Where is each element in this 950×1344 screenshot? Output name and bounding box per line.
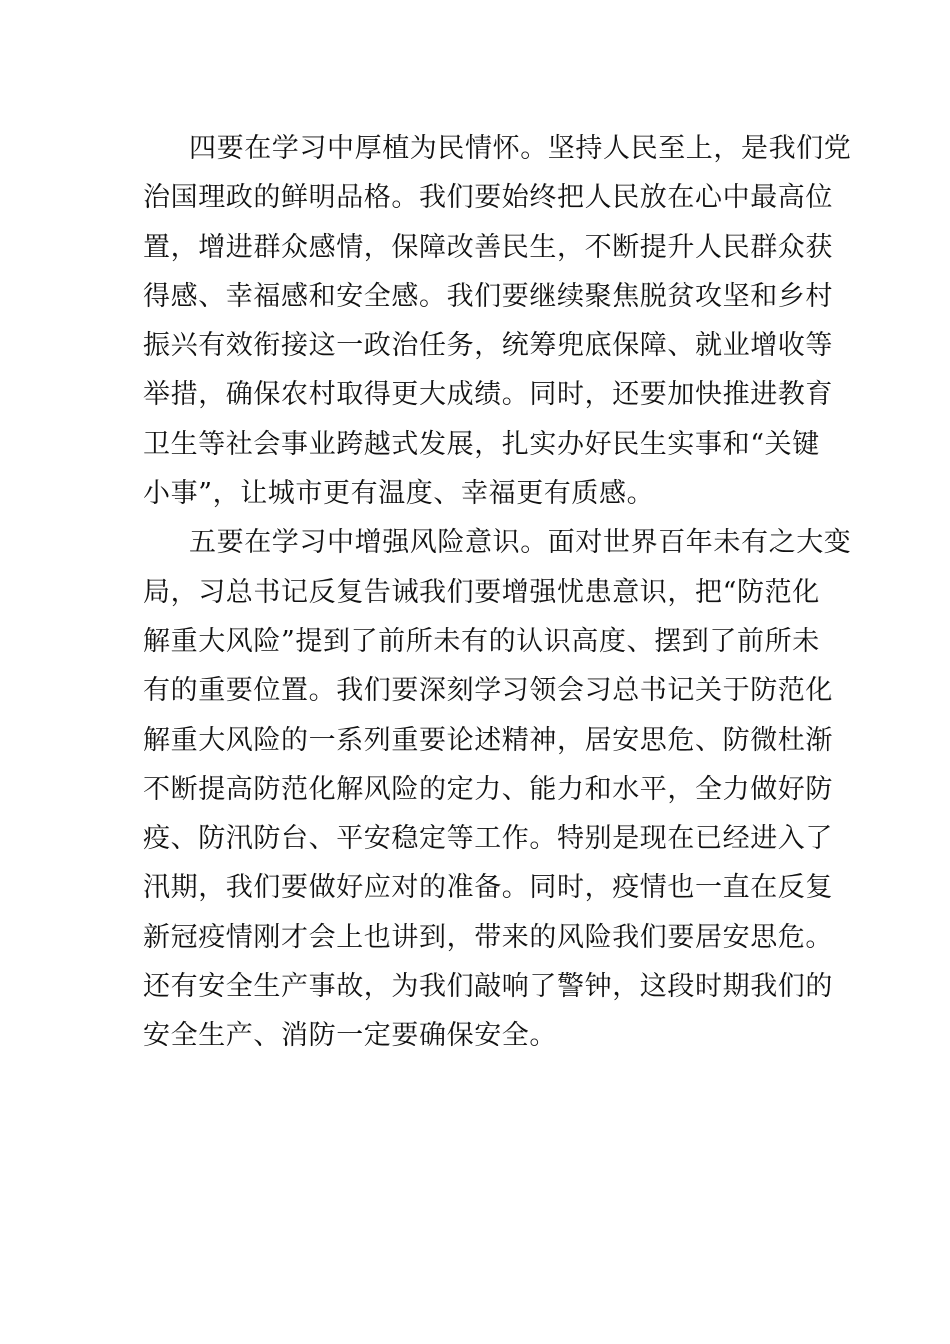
paragraph-line: 小事”，让城市更有温度、幸福更有质感。 xyxy=(143,478,655,510)
paragraph-line: 五要在学习中增强风险意识。面对世界百年未有之大变 xyxy=(189,527,852,559)
paragraph-line: 局，习总书记反复告诫我们要增强忧患意识，把“防范化 xyxy=(143,576,820,608)
paragraph-line: 新冠疫情刚才会上也讲到，带来的风险我们要居安思危。 xyxy=(143,921,833,953)
paragraph-line: 四要在学习中厚植为民情怀。坚持人民至上，是我们党 xyxy=(189,133,852,164)
paragraph-line: 置，增进群众感情，保障改善民生，不断提升人民群众获 xyxy=(143,231,833,263)
paragraph-line: 安全生产、消防一定要确保安全。 xyxy=(143,1020,557,1052)
document-body xyxy=(143,124,852,1061)
paragraph-line: 疫、防汛防台、平安稳定等工作。特别是现在已经进入了 xyxy=(143,823,833,855)
paragraph-line: 解重大风险的一系列重要论述精神，居安思危、防微杜渐 xyxy=(143,724,833,756)
paragraph-line: 卫生等社会事业跨越式发展，扎实办好民生实事和“关键 xyxy=(143,428,820,460)
paragraph-line: 得感、幸福感和安全感。我们要继续聚焦脱贫攻坚和乡村 xyxy=(143,280,833,312)
paragraph-line: 举措，确保农村取得更大成绩。同时，还要加快推进教育 xyxy=(143,379,833,411)
paragraph-risk-awareness xyxy=(143,518,852,1060)
paragraph-line: 还有安全生产事故，为我们敲响了警钟，这段时期我们的 xyxy=(143,971,833,1003)
paragraph-line: 解重大风险”提到了前所未有的认识高度、摆到了前所未 xyxy=(143,625,820,657)
paragraph-line: 不断提高防范化解风险的定力、能力和水平，全力做好防 xyxy=(143,773,833,805)
paragraph-line: 汛期，我们要做好应对的准备。同时，疫情也一直在反复 xyxy=(143,872,833,904)
paragraph-line: 有的重要位置。我们要深刻学习领会习总书记关于防范化 xyxy=(143,675,833,707)
paragraph-people-sentiment xyxy=(143,124,852,518)
paragraph-line: 治国理政的鲜明品格。我们要始终把人民放在心中最高位 xyxy=(143,182,833,214)
paragraph-line: 振兴有效衔接这一政治任务，统筹兜底保障、就业增收等 xyxy=(143,330,833,362)
